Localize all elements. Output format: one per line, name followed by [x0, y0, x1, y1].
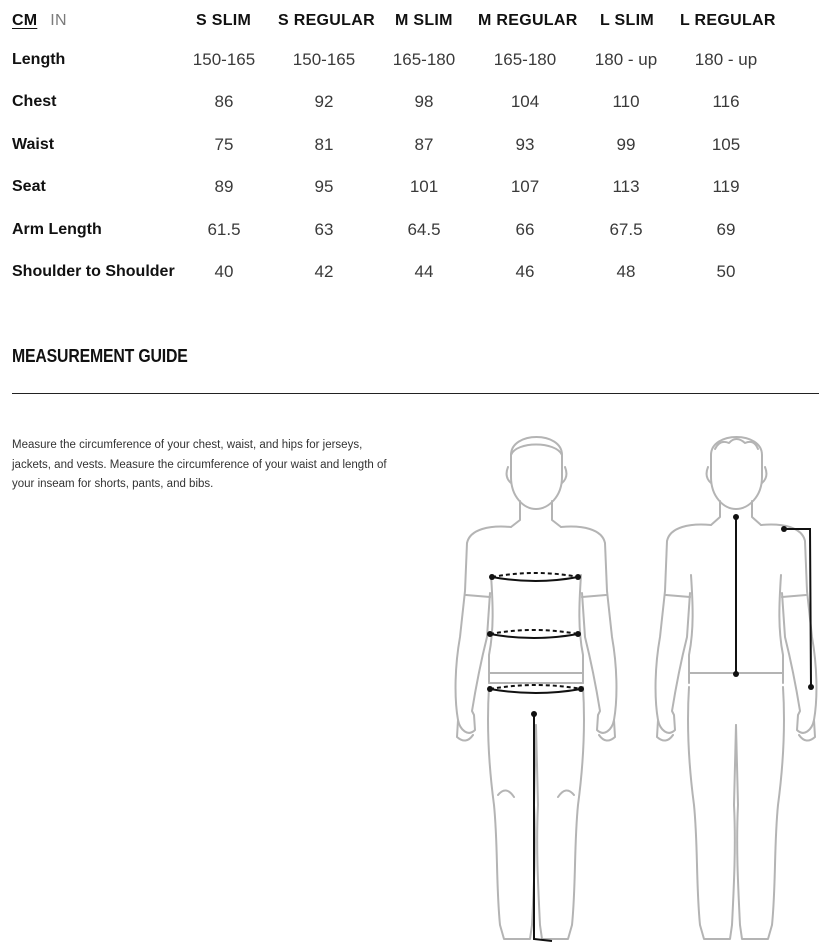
table-cell: 93	[515, 135, 535, 154]
measurement-guide-title: MEASUREMENT GUIDE	[12, 346, 188, 366]
table-cell: 89	[214, 177, 234, 196]
table-cell: 150-165	[192, 50, 256, 69]
section-divider	[12, 393, 819, 394]
table-cell: 104	[510, 92, 540, 111]
column-header-m-slim: M SLIM	[395, 12, 453, 29]
column-header-l-slim: L SLIM	[600, 12, 654, 29]
table-cell: 99	[616, 135, 636, 154]
table-cell: 107	[510, 177, 540, 196]
unit-toggle	[12, 10, 67, 32]
table-cell: 165-180	[493, 50, 557, 69]
table-cell: 46	[515, 262, 535, 281]
table-cell: 67.5	[609, 220, 643, 239]
table-cell: 150-165	[292, 50, 356, 69]
table-cell: 98	[414, 92, 434, 111]
table-cell: 113	[612, 177, 640, 196]
arm-length-measurement-line	[784, 529, 811, 687]
row-label-shoulder-to-shoulder: Shoulder to Shoulder	[12, 263, 175, 280]
table-cell: 48	[616, 262, 636, 281]
column-header-m-regular: M REGULAR	[478, 12, 578, 29]
table-cell: 105	[711, 135, 741, 154]
body-front-figure-icon	[456, 437, 617, 939]
column-header-l-regular: L REGULAR	[680, 12, 776, 29]
table-cell: 81	[314, 135, 334, 154]
table-cell: 63	[314, 220, 334, 239]
column-header-s-regular: S REGULAR	[278, 12, 375, 29]
chest-measurement-line	[492, 573, 578, 581]
measurement-guide-text: Measure the circumference of your chest, waist, and hips for jerseys, jackets, and vests. Measure the circumference of your waist and length of your inseam for shorts, pants, and bibs.	[12, 439, 387, 490]
row-label-length: Length	[12, 51, 66, 68]
unit-in-toggle[interactable]: IN	[50, 12, 67, 29]
table-cell: 92	[314, 92, 334, 111]
table-cell: 50	[716, 262, 736, 281]
row-label-arm-length: Arm Length	[12, 221, 102, 238]
table-cell: 116	[712, 92, 740, 111]
table-cell: 64.5	[407, 220, 441, 239]
table-cell: 180 - up	[694, 50, 758, 69]
table-cell: 180 - up	[594, 50, 658, 69]
column-header-s-slim: S SLIM	[196, 12, 252, 29]
body-figures-illustration	[440, 425, 830, 943]
table-cell: 165-180	[392, 50, 456, 69]
row-label-waist: Waist	[12, 136, 55, 153]
table-cell: 95	[314, 177, 334, 196]
table-cell: 101	[409, 177, 439, 196]
table-cell: 119	[712, 177, 740, 196]
row-label-chest: Chest	[12, 93, 57, 110]
seat-measurement-line	[490, 685, 581, 693]
waist-measurement-line	[490, 630, 578, 638]
body-back-figure-icon	[656, 437, 817, 939]
table-cell: 40	[214, 262, 234, 281]
table-cell: 87	[414, 135, 434, 154]
table-cell: 86	[214, 92, 234, 111]
row-label-seat: Seat	[12, 178, 46, 195]
table-cell: 66	[515, 220, 535, 239]
table-cell: 44	[414, 262, 434, 281]
table-cell: 69	[716, 220, 736, 239]
table-cell: 42	[314, 262, 334, 281]
table-cell: 75	[214, 135, 234, 154]
unit-cm-toggle[interactable]: CM	[12, 12, 38, 29]
table-cell: 61.5	[207, 220, 241, 239]
table-cell: 110	[612, 92, 640, 111]
